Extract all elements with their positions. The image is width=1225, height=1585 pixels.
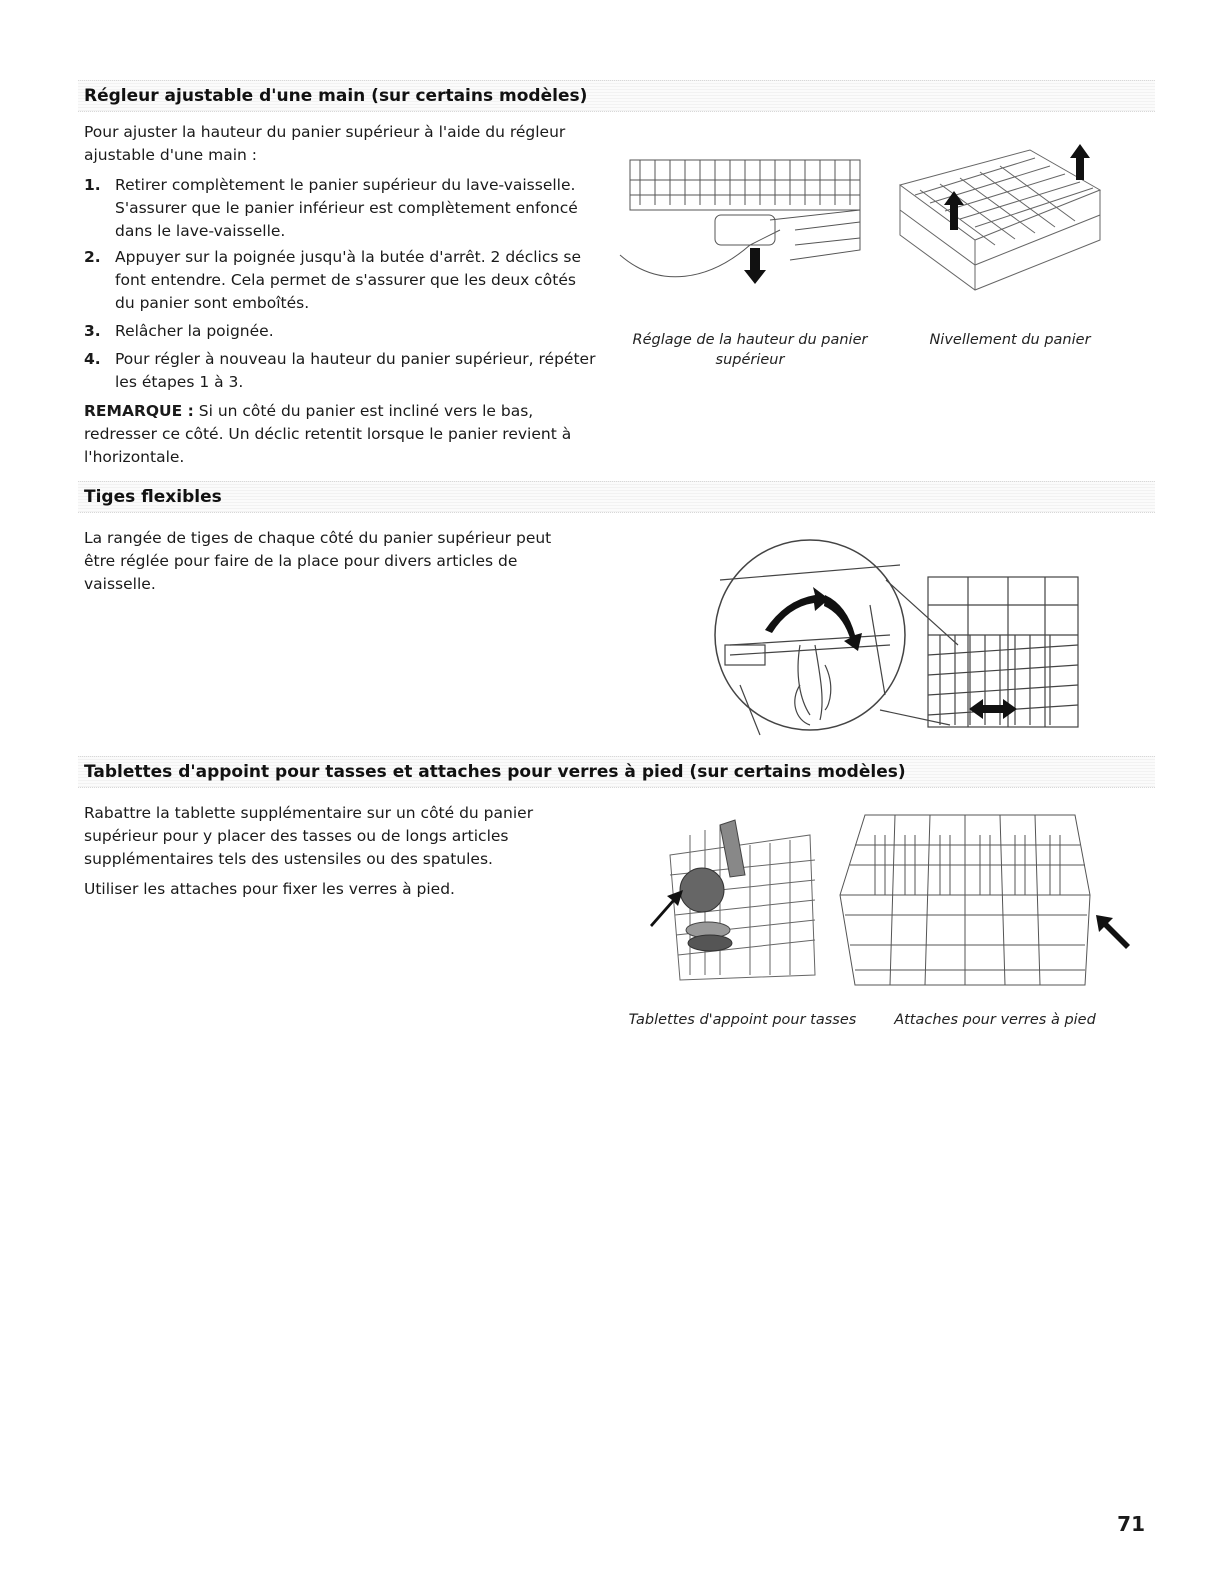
note-label: REMARQUE : (84, 402, 194, 420)
leveling-illustration (895, 140, 1105, 300)
caption-stemware-clips: Attaches pour verres à pied (894, 1012, 1096, 1028)
flexible-tines-illustration (700, 535, 1100, 745)
step-text: Relâcher la poignée. (115, 322, 274, 340)
height-adjust-illustration (620, 150, 870, 290)
section-title: Régleur ajustable d'une main (sur certains modèles) (84, 86, 588, 106)
section-title: Tablettes d'appoint pour tasses et attaches pour verres à pied (sur certains modèles) (84, 762, 906, 782)
attaches-paragraph: Utiliser les attaches pour fixer les verres à pied. (84, 880, 455, 898)
note-text: Si un côté du panier est incliné vers le bas, redresser ce côté. Un déclic retentit lorsque le panier revient à l'horizontale. (84, 402, 572, 466)
stemware-clips-illustration (835, 805, 1130, 995)
section-header-tablettes (78, 756, 1155, 788)
cup-shelf-illustration (650, 815, 820, 990)
section-header-regleur (78, 80, 1155, 112)
step-number: 3. (84, 322, 101, 340)
tablettes-paragraph: Rabattre la tablette supplémentaire sur un côté du panier supérieur pour y placer des tasses ou de longs articles supplémentaires tels des ustensiles ou des spatules. (84, 804, 534, 868)
step-number: 2. (84, 248, 101, 266)
intro-paragraph: Pour ajuster la hauteur du panier supérieur à l'aide du régleur ajustable d'une main : (84, 123, 566, 164)
step-number: 1. (84, 176, 101, 194)
page-number: 71 (1117, 1512, 1145, 1536)
step-number: 4. (84, 350, 101, 368)
section-header-tiges (78, 481, 1155, 513)
note-paragraph (84, 400, 604, 469)
step-text: Pour régler à nouveau la hauteur du panier supérieur, répéter les étapes 1 à 3. (115, 350, 596, 391)
tiges-paragraph: La rangée de tiges de chaque côté du panier supérieur peut être réglée pour faire de la place pour divers articles de vaisselle. (84, 529, 552, 593)
caption-height-adjust: Réglage de la hauteur du panier supérieur (632, 332, 868, 368)
step-text: Appuyer sur la poignée jusqu'à la butée d'arrêt. 2 déclics se font entendre. Cela permet de s'assurer que les deux côtés du panier sont emboîtés. (115, 248, 581, 312)
section-title: Tiges flexibles (84, 487, 222, 507)
step-text: Retirer complètement le panier supérieur du lave-vaisselle. S'assurer que le panier inférieur est complètement enfoncé dans le lave-vaisselle. (115, 176, 578, 240)
caption-leveling: Nivellement du panier (929, 332, 1091, 348)
caption-cup-shelf: Tablettes d'appoint pour tasses (628, 1012, 857, 1028)
